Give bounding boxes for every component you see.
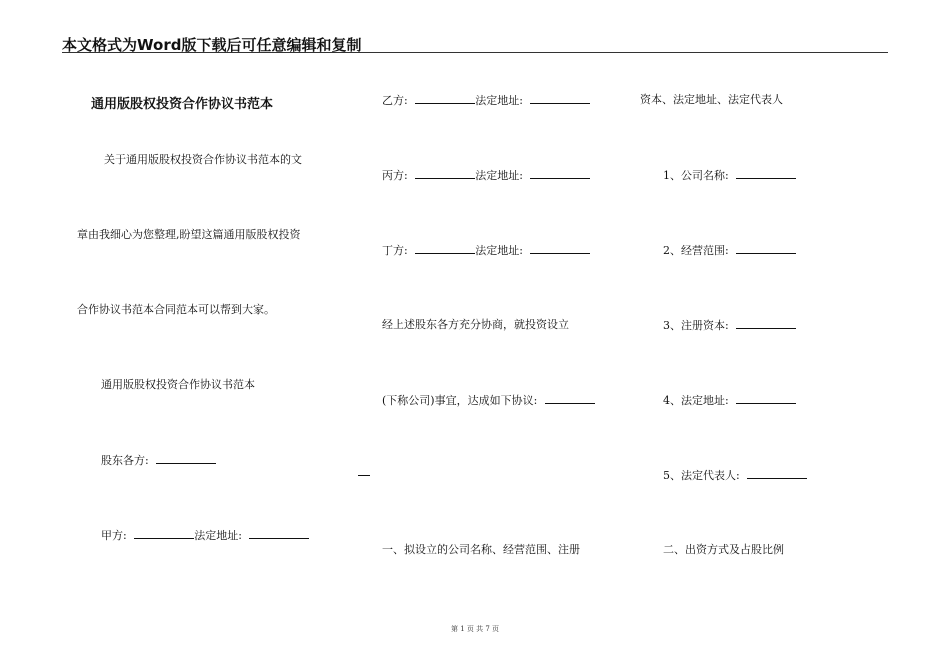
party-d-address-blank[interactable] (530, 243, 590, 254)
party-b-label: 乙方: (382, 94, 408, 107)
party-d-line (382, 243, 590, 258)
agreement-line-2 (382, 393, 595, 408)
agreement-blank[interactable] (545, 393, 595, 404)
party-a-address-blank[interactable] (249, 528, 309, 539)
intro-line-1: 关于通用版股权投资合作协议书范本的文 (104, 153, 302, 166)
party-b-address-blank[interactable] (530, 93, 590, 104)
page-number: 第 1 页 共 7 页 (450, 625, 500, 633)
intro-line-2: 章由我细心为您整理,盼望这篇通用版股权投资 (77, 228, 301, 241)
party-c-address-blank[interactable] (530, 168, 590, 179)
party-b-name-blank[interactable] (415, 93, 475, 104)
legal-address-line (663, 393, 796, 408)
section-1-heading-cont: 资本、法定地址、法定代表人 (640, 93, 783, 106)
agreement-line-1: 经上述股东各方充分协商，就投资设立 (382, 318, 569, 331)
party-a-address-label: 法定地址: (194, 529, 242, 542)
legal-address-blank[interactable] (736, 393, 796, 404)
party-c-name-blank[interactable] (415, 168, 475, 179)
party-d-name-blank[interactable] (415, 243, 475, 254)
party-d-address-label: 法定地址: (475, 244, 523, 257)
party-d-label: 丁方: (382, 244, 408, 257)
business-scope-line (663, 243, 796, 258)
registered-capital-blank[interactable] (736, 318, 796, 329)
legal-address-label: 4、法定地址: (663, 394, 729, 407)
shareholders-line (101, 453, 216, 468)
party-a-name-blank[interactable] (134, 528, 194, 539)
shareholders-label: 股东各方: (101, 454, 149, 467)
legal-representative-line (663, 468, 807, 483)
party-c-label: 丙方: (382, 169, 408, 182)
party-b-address-label: 法定地址: (475, 94, 523, 107)
section-1-heading: 一、拟设立的公司名称、经营范围、注册 (382, 543, 580, 556)
party-c-line (382, 168, 590, 183)
header-title: 本文格式为Word版下载后可任意编辑和复制 (62, 36, 362, 54)
section-2-heading: 二、出资方式及占股比例 (663, 543, 784, 556)
header-divider (62, 52, 888, 53)
party-b-line (382, 93, 590, 108)
shareholders-blank[interactable] (156, 453, 216, 464)
party-a-label: 甲方: (101, 529, 127, 542)
registered-capital-label: 3、注册资本: (663, 319, 729, 332)
business-scope-label: 2、经营范围: (663, 244, 729, 257)
document-title: 通用版股权投资合作协议书范本 (91, 97, 274, 112)
registered-capital-line (663, 318, 796, 333)
company-name-blank[interactable] (736, 168, 796, 179)
intro-line-3: 合作协议书范本合同范本可以帮到大家。 (77, 303, 275, 316)
short-dash-mark (358, 475, 370, 476)
company-name-label: 1、公司名称: (663, 169, 729, 182)
company-name-line (663, 168, 796, 183)
legal-representative-blank[interactable] (747, 468, 807, 479)
business-scope-blank[interactable] (736, 243, 796, 254)
contract-subtitle: 通用版股权投资合作协议书范本 (101, 378, 255, 391)
legal-representative-label: 5、法定代表人: (663, 469, 740, 482)
agreement-text-2: (下称公司)事宜，达成如下协议: (382, 394, 538, 407)
party-c-address-label: 法定地址: (475, 169, 523, 182)
party-a-line (101, 528, 309, 543)
